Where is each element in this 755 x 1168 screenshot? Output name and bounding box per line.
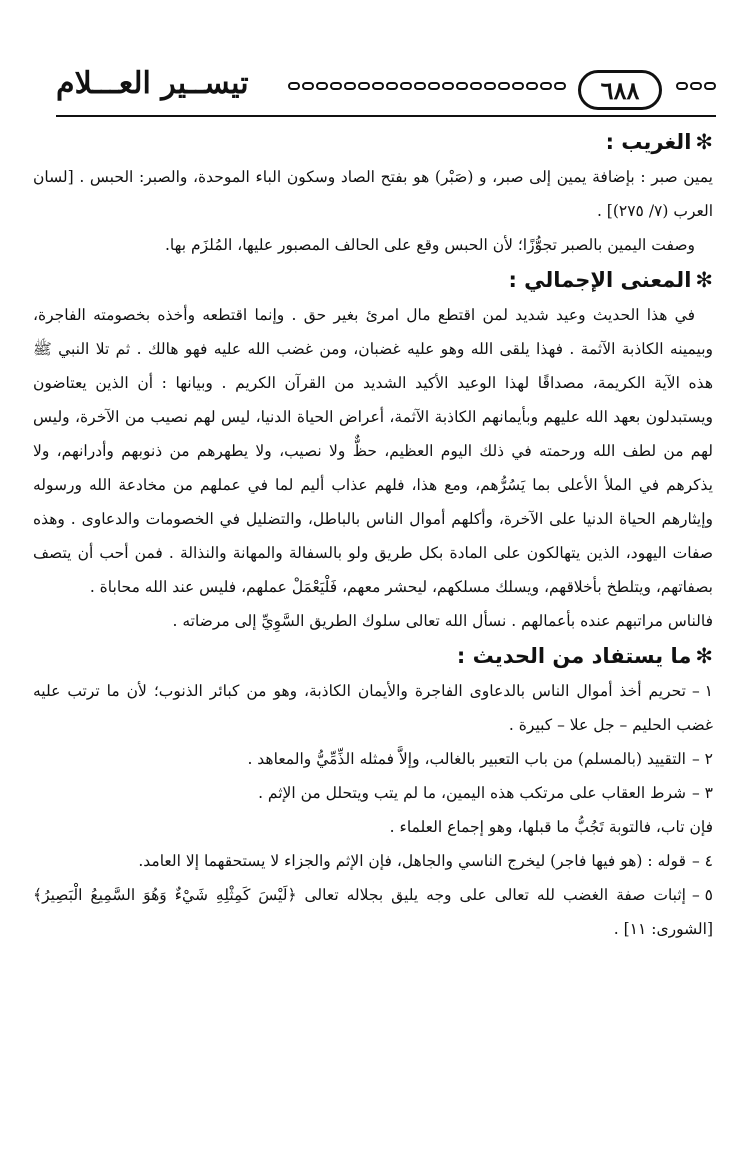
page-header [56,66,716,116]
asterisk-icon: ✻ [695,268,713,292]
book-title: تيســير العـــلام [56,66,249,101]
section-heading-ijmali: ✻المعنى الإجمالي : [508,268,713,292]
header-divider [56,115,716,117]
paragraph: فالناس مراتبهم عنده بأعمالهم . نسأل الله تعالى سلوك الطريق السَّوِيِّ إلى مرضاته . [172,612,713,630]
paragraph: يمين صبر : بإضافة يمين إلى صبر، و (صَبْر) هو بفتح الصاد وسكون الباء الموحدة، والصبر: الحبس . [لسان العرب (٧/ ٢٧٥)] . [33,168,713,220]
list-item: ١ –تحريم أخذ أموال الناس بالدعاوى الفاجرة والأيمان الكاذبة، وهو من كبائر الذنوب؛ لأن ما ترتب عليه غضب الحليم – جل علا – كبيرة . [33,682,713,734]
section-heading-fawaid: ✻ما يستفاد من الحديث : [456,644,713,668]
page-content [33,124,713,946]
asterisk-icon: ✻ [695,130,713,154]
ornament-chain-right [676,82,716,90]
asterisk-icon: ✻ [695,644,713,668]
ornament-chain-left [288,82,566,90]
list-item: فإن تاب، فالتوبة تَجُبُّ ما قبلها، وهو إجماع العلماء . [389,818,713,836]
section-heading-gharib: ✻الغريب : [605,130,713,154]
list-item: ٤ –قوله : (هو فيها فاجر) ليخرج الناسي والجاهل، فإن الإثم والجزاء لا يستحقهما إلا العامد. [138,852,713,870]
list-item: ٣ –شرط العقاب على مرتكب هذه اليمين، ما لم يتب ويتحلل من الإثم . [258,784,713,802]
list-item: ٢ –التقييد (بالمسلم) من باب التعبير بالغالب، وإلاَّ فمثله الذِّمِّيُّ والمعاهد . [247,750,713,768]
paragraph: وصفت اليمين بالصبر تجوُّزًا؛ لأن الحبس وقع على الحالف المصبور عليها، المُلزَم بها. [164,236,695,254]
paragraph: في هذا الحديث وعيد شديد لمن اقتطع مال امرئ بغير حق . وإنما اقتطعه وأخذه بخصومته الفاجرة، وبيمينه الكاذبة الآثمة . فهذا يلقى الله وهو عليه غضبان، ومن غضب الله عليه فهو هالك . ثم تلا النبي ﷺ هذه الآية الكريمة، مصداقًا لهذا الوعيد الأكيد الشديد من القرآن الكريم . وبيانها : أن الذين يعتاضون ويستبدلون بعهد الله عليهم وبأيمانهم الكاذبة الآثمة، أعراض الحياة الدنيا، ليس لهم نصيب من الآخرة، وليس لهم من لطف الله ورحمته في ذلك اليوم العظيم، حظٌّ ولا نصيب، ولا يطهرهم من ذنوبهم وأدرانهم، ولا يذكرهم في الملأ الأعلى بما يَسُرُّهم، ومع هذا، فلهم عذاب أليم لما في عملهم من مخادعة الله ورسوله وإيثارهم الحياة الدنيا على الآخرة، وأكلهم أموال الناس بالباطل، والتضليل في الخصومات والدعاوى . وهذه صفات اليهود، الذين يتهالكون على المادة بكل طريق ولو بالسفالة والمهانة والنذالة . فمن أحب أن يتصف بصفاتهم، ويتلطخ بأخلاقهم، ويسلك مسلكهم، ليحشر معهم، فَلْيَعْمَلْ عملهم، فليس عند الله محاباة . [33,306,714,596]
page-number: ٦٨٨ [578,70,662,110]
list-item: ٥ –إثبات صفة الغضب لله تعالى على وجه يليق بجلاله تعالى ﴿لَيْسَ كَمِثْلِهِ شَيْءٌ وَهُوَ السَّمِيعُ الْبَصِيرُ﴾ [الشورى: ١١] . [33,886,713,938]
